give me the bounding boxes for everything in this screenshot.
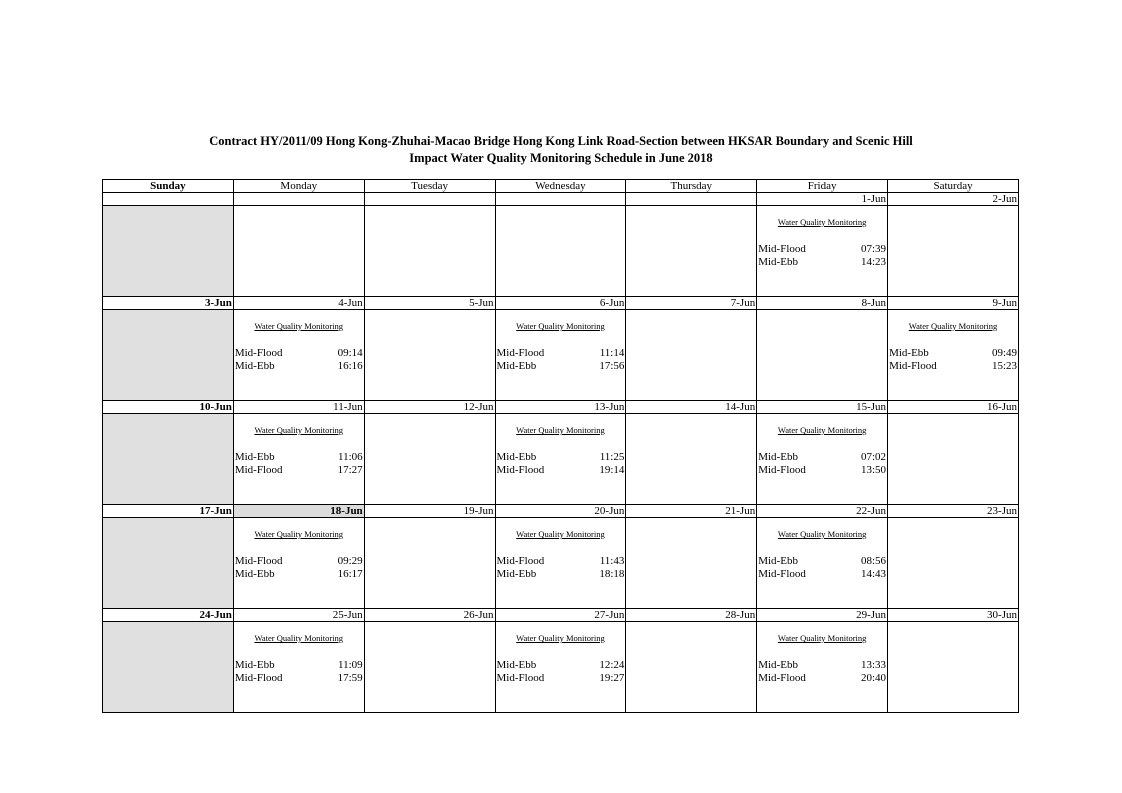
date-cell-monday (233, 193, 364, 206)
monitoring-times (234, 659, 364, 685)
tide-label: Mid-Flood (758, 672, 806, 684)
monitoring-times (496, 555, 626, 581)
day-cell-saturday (888, 414, 1019, 505)
tide-time-row (758, 256, 886, 269)
tide-time-row (497, 464, 625, 477)
monitoring-times (496, 659, 626, 685)
monitoring-event-title: Water Quality Monitoring (777, 529, 867, 539)
tide-time: 08:56 (861, 555, 887, 567)
tide-time: 16:16 (337, 360, 363, 372)
date-cell-tuesday: 12-Jun (364, 401, 495, 414)
day-cell-monday (233, 414, 364, 505)
date-cell-wednesday (495, 193, 626, 206)
weekday-header-saturday: Saturday (888, 180, 1019, 193)
date-cell-friday: 15-Jun (757, 401, 888, 414)
tide-label: Mid-Ebb (234, 659, 275, 671)
tide-time: 07:02 (861, 451, 887, 463)
day-cell-sunday (103, 310, 234, 401)
day-cell-friday (757, 414, 888, 505)
tide-time: 15:23 (991, 360, 1017, 372)
date-row (103, 297, 1019, 310)
monitoring-times (757, 243, 887, 269)
date-row (103, 609, 1019, 622)
date-cell-monday: 18-Jun (233, 505, 364, 518)
day-cell-friday (757, 206, 888, 297)
day-cell-sunday (103, 414, 234, 505)
monitoring-event-title: Water Quality Monitoring (254, 529, 344, 539)
weekday-header-sunday: Sunday (103, 180, 234, 193)
tide-time-row (758, 243, 886, 256)
day-cell-wednesday (495, 414, 626, 505)
week-body-row (103, 310, 1019, 401)
day-cell-sunday (103, 206, 234, 297)
monitoring-times (496, 347, 626, 373)
tide-time: 11:09 (338, 659, 363, 671)
tide-label: Mid-Ebb (496, 360, 537, 372)
tide-time: 14:43 (861, 568, 887, 580)
day-cell-monday (233, 310, 364, 401)
monitoring-times (234, 347, 364, 373)
date-cell-tuesday: 19-Jun (364, 505, 495, 518)
day-cell-friday (757, 622, 888, 713)
tide-time: 19:14 (599, 464, 625, 476)
tide-time-row (235, 555, 363, 568)
tide-time-row (758, 451, 886, 464)
tide-time-row (235, 451, 363, 464)
monitoring-event-title: Water Quality Monitoring (254, 321, 344, 331)
tide-time: 17:56 (599, 360, 625, 372)
date-cell-tuesday: 5-Jun (364, 297, 495, 310)
monitoring-event-title: Water Quality Monitoring (254, 425, 344, 435)
monitoring-event-title: Water Quality Monitoring (516, 321, 605, 331)
date-row (103, 193, 1019, 206)
tide-time: 09:49 (991, 347, 1017, 359)
tide-label: Mid-Ebb (234, 451, 275, 463)
tide-time-row (497, 555, 625, 568)
monitoring-times (234, 555, 364, 581)
monitoring-event-title: Water Quality Monitoring (777, 425, 867, 435)
tide-label: Mid-Ebb (758, 256, 798, 268)
tide-time: 11:06 (338, 451, 363, 463)
tide-label: Mid-Flood (234, 555, 283, 567)
weekday-header-monday: Monday (233, 180, 364, 193)
date-cell-wednesday: 20-Jun (495, 505, 626, 518)
tide-time: 09:14 (337, 347, 363, 359)
tide-time: 11:25 (599, 451, 625, 463)
tide-time: 14:23 (861, 256, 887, 268)
tide-time-row (758, 659, 886, 672)
day-cell-saturday (888, 310, 1019, 401)
tide-time-row (235, 347, 363, 360)
tide-time: 07:39 (861, 243, 887, 255)
monitoring-event-title: Water Quality Monitoring (908, 321, 998, 331)
date-row (103, 505, 1019, 518)
tide-time-row (889, 360, 1017, 373)
tide-label: Mid-Flood (234, 464, 283, 476)
date-cell-thursday: 14-Jun (626, 401, 757, 414)
date-cell-friday: 29-Jun (757, 609, 888, 622)
tide-time-row (758, 672, 886, 685)
date-cell-monday: 11-Jun (233, 401, 364, 414)
tide-time-row (497, 451, 625, 464)
tide-time: 12:24 (599, 659, 625, 671)
day-cell-tuesday (364, 622, 495, 713)
weekday-header-row (103, 180, 1019, 193)
tide-time-row (758, 568, 886, 581)
tide-time: 16:17 (337, 568, 363, 580)
tide-label: Mid-Flood (496, 555, 545, 567)
day-cell-tuesday (364, 310, 495, 401)
tide-label: Mid-Flood (889, 360, 937, 372)
date-cell-wednesday: 13-Jun (495, 401, 626, 414)
day-cell-monday (233, 518, 364, 609)
date-cell-wednesday: 6-Jun (495, 297, 626, 310)
day-cell-friday (757, 310, 888, 401)
date-cell-sunday: 17-Jun (103, 505, 234, 518)
tide-label: Mid-Flood (496, 347, 545, 359)
date-cell-wednesday: 27-Jun (495, 609, 626, 622)
tide-time-row (497, 360, 625, 373)
week-body-row (103, 206, 1019, 297)
day-cell-wednesday (495, 206, 626, 297)
day-cell-wednesday (495, 310, 626, 401)
day-cell-tuesday (364, 518, 495, 609)
tide-time: 11:14 (599, 347, 625, 359)
tide-time: 17:59 (337, 672, 363, 684)
tide-label: Mid-Flood (758, 568, 806, 580)
tide-time: 13:50 (861, 464, 887, 476)
date-cell-thursday: 21-Jun (626, 505, 757, 518)
calendar-table (102, 179, 1019, 713)
tide-time-row (889, 347, 1017, 360)
weekday-header-wednesday: Wednesday (495, 180, 626, 193)
tide-time-row (235, 659, 363, 672)
tide-label: Mid-Ebb (496, 659, 537, 671)
week-body-row (103, 622, 1019, 713)
day-cell-wednesday (495, 518, 626, 609)
date-cell-tuesday: 26-Jun (364, 609, 495, 622)
date-cell-thursday (626, 193, 757, 206)
day-cell-friday (757, 518, 888, 609)
date-cell-sunday: 3-Jun (103, 297, 234, 310)
tide-label: Mid-Ebb (758, 659, 798, 671)
tide-label: Mid-Ebb (234, 360, 275, 372)
day-cell-thursday (626, 414, 757, 505)
date-cell-monday: 25-Jun (233, 609, 364, 622)
date-cell-saturday: 23-Jun (888, 505, 1019, 518)
date-cell-sunday: 10-Jun (103, 401, 234, 414)
tide-label: Mid-Ebb (758, 451, 798, 463)
tide-time: 19:27 (599, 672, 625, 684)
tide-time: 09:29 (337, 555, 363, 567)
date-row (103, 401, 1019, 414)
date-cell-saturday: 9-Jun (888, 297, 1019, 310)
tide-time: 11:43 (599, 555, 625, 567)
tide-time-row (758, 555, 886, 568)
monitoring-times (888, 347, 1018, 373)
tide-label: Mid-Flood (496, 464, 545, 476)
tide-time: 13:33 (861, 659, 887, 671)
monitoring-event-title: Water Quality Monitoring (516, 425, 605, 435)
monitoring-times (496, 451, 626, 477)
day-cell-saturday (888, 622, 1019, 713)
day-cell-thursday (626, 622, 757, 713)
monitoring-event-title: Water Quality Monitoring (516, 529, 605, 539)
day-cell-sunday (103, 518, 234, 609)
tide-time: 17:27 (337, 464, 363, 476)
day-cell-saturday (888, 206, 1019, 297)
tide-time: 18:18 (599, 568, 625, 580)
date-cell-sunday: 24-Jun (103, 609, 234, 622)
day-cell-wednesday (495, 622, 626, 713)
schedule-subtitle: Impact Water Quality Monitoring Schedule in June 2018 (409, 151, 713, 165)
day-cell-saturday (888, 518, 1019, 609)
tide-time-row (497, 659, 625, 672)
monitoring-times (757, 555, 887, 581)
weekday-header-tuesday: Tuesday (364, 180, 495, 193)
date-cell-sunday (103, 193, 234, 206)
tide-time-row (235, 568, 363, 581)
day-cell-monday (233, 206, 364, 297)
tide-label: Mid-Ebb (234, 568, 275, 580)
tide-label: Mid-Flood (496, 672, 545, 684)
day-cell-sunday (103, 622, 234, 713)
tide-label: Mid-Ebb (496, 568, 537, 580)
monitoring-times (234, 451, 364, 477)
week-body-row (103, 414, 1019, 505)
tide-label: Mid-Flood (234, 347, 283, 359)
monitoring-event-title: Water Quality Monitoring (777, 217, 867, 227)
tide-time-row (235, 360, 363, 373)
tide-time-row (235, 672, 363, 685)
date-cell-saturday: 16-Jun (888, 401, 1019, 414)
tide-time-row (497, 568, 625, 581)
date-cell-saturday: 30-Jun (888, 609, 1019, 622)
tide-label: Mid-Flood (758, 464, 806, 476)
tide-time-row (235, 464, 363, 477)
day-cell-tuesday (364, 206, 495, 297)
date-cell-monday: 4-Jun (233, 297, 364, 310)
date-cell-friday: 1-Jun (757, 193, 888, 206)
day-cell-tuesday (364, 414, 495, 505)
date-cell-thursday: 28-Jun (626, 609, 757, 622)
day-cell-thursday (626, 206, 757, 297)
tide-time-row (497, 672, 625, 685)
tide-label: Mid-Ebb (889, 347, 929, 359)
weekday-header-thursday: Thursday (626, 180, 757, 193)
date-cell-thursday: 7-Jun (626, 297, 757, 310)
day-cell-thursday (626, 310, 757, 401)
tide-time: 20:40 (861, 672, 887, 684)
day-cell-thursday (626, 518, 757, 609)
monitoring-times (757, 659, 887, 685)
monitoring-event-title: Water Quality Monitoring (254, 633, 344, 643)
tide-label: Mid-Flood (758, 243, 806, 255)
monitoring-times (757, 451, 887, 477)
day-cell-monday (233, 622, 364, 713)
date-cell-saturday: 2-Jun (888, 193, 1019, 206)
tide-time-row (758, 464, 886, 477)
tide-label: Mid-Ebb (758, 555, 798, 567)
tide-label: Mid-Ebb (496, 451, 537, 463)
monitoring-event-title: Water Quality Monitoring (777, 633, 867, 643)
monitoring-event-title: Water Quality Monitoring (516, 633, 605, 643)
week-body-row (103, 518, 1019, 609)
tide-label: Mid-Flood (234, 672, 283, 684)
date-cell-tuesday (364, 193, 495, 206)
date-cell-friday: 22-Jun (757, 505, 888, 518)
tide-time-row (497, 347, 625, 360)
weekday-header-friday: Friday (757, 180, 888, 193)
date-cell-friday: 8-Jun (757, 297, 888, 310)
schedule-title: Contract HY/2011/09 Hong Kong-Zhuhai-Macao Bridge Hong Kong Link Road-Section between HKSAR Boundary and Scenic Hill (209, 134, 913, 148)
